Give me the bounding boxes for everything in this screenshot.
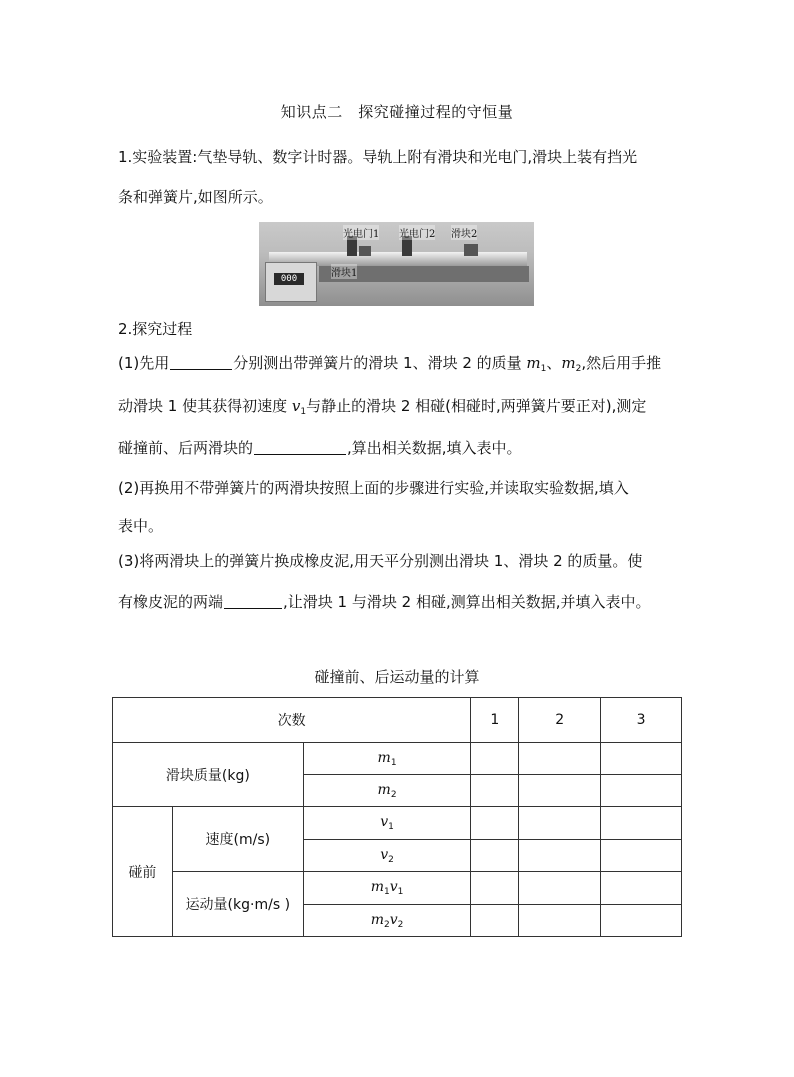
sym-v1	[303, 807, 471, 840]
p1-line2-b: 与静止的滑块 2 相碰(相碰时,两弹簧片要正对),测定	[306, 397, 647, 415]
sym-m: m	[377, 749, 391, 766]
label-gate2: 光电门2	[399, 225, 435, 240]
blank-instrument[interactable]	[170, 353, 232, 370]
sym-v: v	[389, 879, 398, 895]
header-trial-3: 3	[601, 698, 682, 743]
cell[interactable]	[471, 872, 519, 905]
item2-p3-line2	[118, 591, 650, 612]
sym-sub: 1	[390, 757, 397, 768]
sym-m: m	[377, 781, 391, 798]
cell[interactable]	[601, 807, 682, 840]
table-row	[113, 807, 682, 840]
table-row	[113, 698, 682, 743]
p1-text-a: (1)先用	[118, 354, 170, 372]
mass-label: 滑块质量(kg)	[113, 743, 304, 807]
sub-2: 2	[575, 364, 582, 374]
separator: 、	[546, 354, 562, 372]
sub-v1: 1	[300, 407, 307, 417]
item2-p1-line1	[118, 352, 661, 374]
item2-p3-line1: (3)将两滑块上的弹簧片换成橡皮泥,用天平分别测出滑块 1、滑块 2 的质量。使	[118, 552, 643, 570]
sym-v: v	[380, 846, 389, 863]
var-m2: m	[561, 354, 576, 372]
sym-sub: 1	[397, 887, 404, 897]
label-slider2: 滑块2	[451, 225, 477, 240]
sym-m: m	[370, 879, 384, 895]
cell[interactable]	[601, 905, 682, 937]
sym-v: v	[389, 911, 398, 928]
item2-p1-line2	[118, 395, 646, 417]
timer-display: 000	[274, 273, 304, 285]
sym-sub: 2	[388, 854, 394, 865]
header-trials: 次数	[113, 698, 471, 743]
label-gate1: 光电门1	[343, 225, 379, 240]
sym-sub: 2	[390, 789, 397, 800]
sym-m1	[303, 743, 471, 775]
cell[interactable]	[471, 905, 519, 937]
p3-line2-a: 有橡皮泥的两端	[118, 593, 224, 611]
header-trial-2: 2	[519, 698, 601, 743]
section-title: 知识点二 探究碰撞过程的守恒量	[280, 103, 514, 121]
sym-v2	[303, 840, 471, 872]
header-trial-1: 1	[471, 698, 519, 743]
p1-text-c: ,然后用手推	[581, 354, 662, 372]
cell[interactable]	[519, 807, 601, 840]
sym-m: m	[370, 911, 384, 928]
velocity-label: 速度(m/s)	[172, 807, 303, 872]
sym-sub: 1	[383, 887, 390, 897]
momentum-table	[112, 697, 682, 937]
cell[interactable]	[519, 775, 601, 807]
item2-p2-line1: (2)再换用不带弹簧片的两滑块按照上面的步骤进行实验,并读取实验数据,填入	[118, 479, 629, 497]
cell[interactable]	[601, 743, 682, 775]
p1-line2-a: 动滑块 1 使其获得初速度	[118, 397, 292, 415]
p1-line3-b: ,算出相关数据,填入表中。	[347, 439, 522, 457]
item2-p1-line3	[118, 437, 522, 458]
item2-p2-line2: 表中。	[118, 517, 164, 535]
sym-m1v1	[303, 872, 471, 905]
cell[interactable]	[519, 872, 601, 905]
slider-2	[464, 244, 478, 256]
digital-timer	[265, 262, 317, 302]
var-m1: m	[526, 354, 541, 372]
var-v1: v	[291, 397, 301, 415]
item1-line2: 条和弹簧片,如图所示。	[118, 188, 273, 206]
cell[interactable]	[601, 775, 682, 807]
apparatus-photo	[259, 222, 534, 306]
cell[interactable]	[519, 743, 601, 775]
sym-sub: 2	[397, 919, 404, 930]
momentum-label: 运动量(kg·m/s )	[172, 872, 303, 937]
p1-line3-a: 碰撞前、后两滑块的	[118, 439, 254, 457]
blank-velocity[interactable]	[254, 438, 346, 455]
sym-v: v	[380, 814, 389, 830]
sub-1: 1	[540, 364, 547, 374]
item1-line1: 1.实验装置:气垫导轨、数字计时器。导轨上附有滑块和光电门,滑块上装有挡光	[118, 148, 638, 166]
sym-m2v2	[303, 905, 471, 937]
table-caption: 碰撞前、后运动量的计算	[314, 668, 480, 686]
cell[interactable]	[471, 807, 519, 840]
label-slider1: 滑块1	[331, 264, 357, 279]
blank-facing[interactable]	[224, 592, 282, 609]
p1-text-b: 分别测出带弹簧片的滑块 1、滑块 2 的质量	[233, 354, 527, 372]
slider-1	[359, 246, 371, 256]
before-label: 碰前	[113, 807, 173, 937]
p3-line2-b: ,让滑块 1 与滑块 2 相碰,测算出相关数据,并填入表中。	[283, 593, 651, 611]
cell[interactable]	[519, 905, 601, 937]
cell[interactable]	[471, 775, 519, 807]
cell[interactable]	[601, 872, 682, 905]
cell[interactable]	[601, 840, 682, 872]
cell[interactable]	[471, 743, 519, 775]
item2-heading: 2.探究过程	[118, 320, 193, 338]
sym-sub: 2	[383, 919, 390, 930]
cell[interactable]	[471, 840, 519, 872]
cell[interactable]	[519, 840, 601, 872]
table-row	[113, 743, 682, 775]
sym-m2	[303, 775, 471, 807]
sym-sub: 1	[388, 822, 394, 832]
table-row	[113, 872, 682, 905]
